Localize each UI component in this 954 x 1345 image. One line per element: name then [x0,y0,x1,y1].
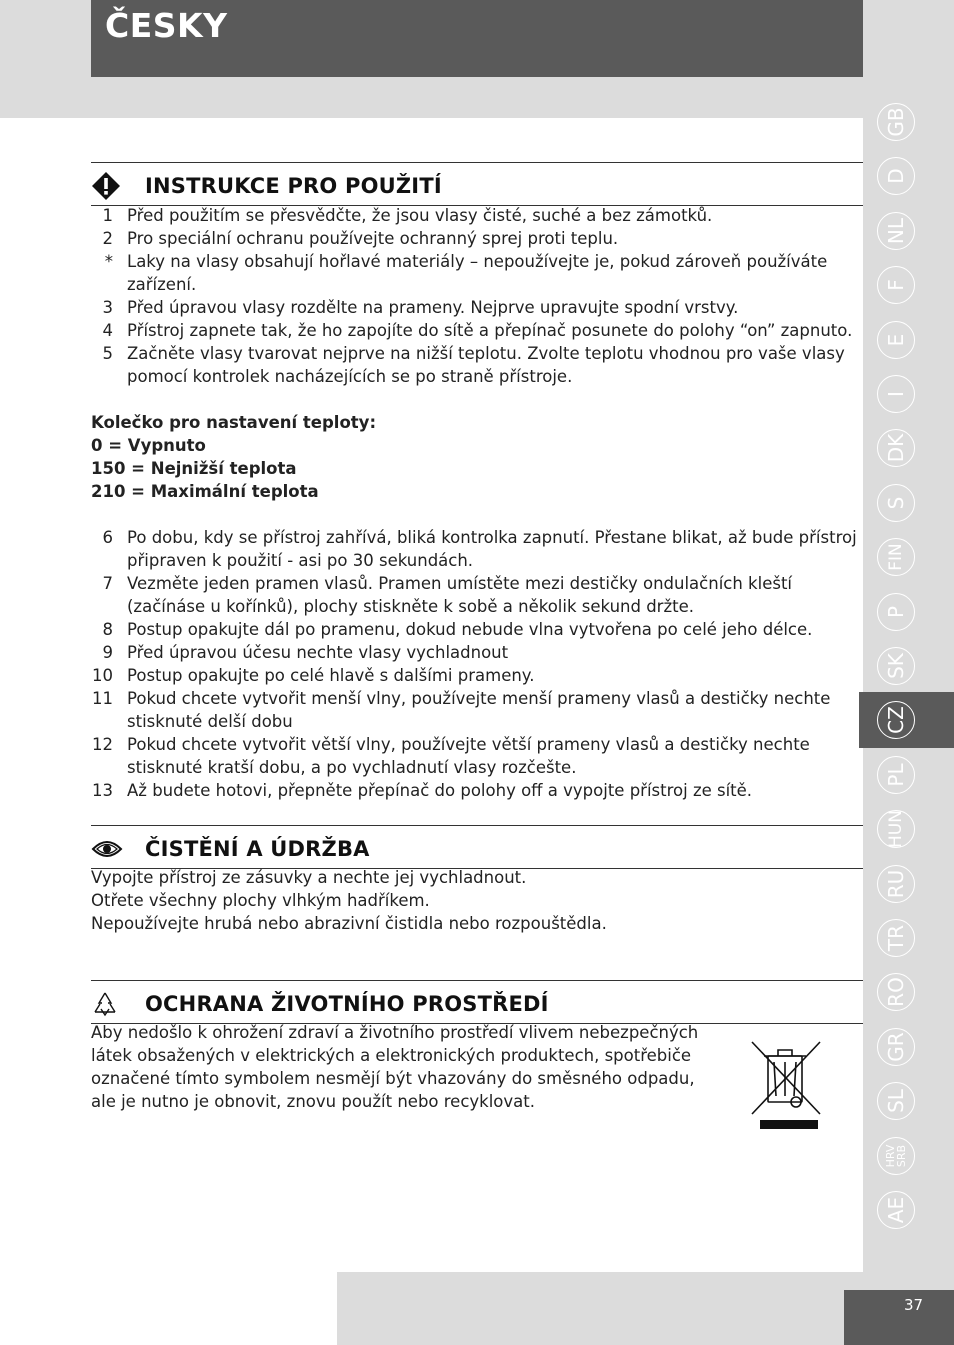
language-tab-pl[interactable] [863,747,954,803]
language-label: PL [884,763,908,787]
step-text: stisknuté delší dobu [127,712,293,731]
language-label: S [884,496,908,510]
environment-line: Aby nedošlo k ohrožení zdraví a životního prostředí vlivem nebezpečných [91,1023,699,1042]
environment-line: označené tímto symbolem nesmějí být vhazovány do směsného odpadu, [91,1069,695,1088]
page-number-box [844,1290,954,1345]
language-tab-cz[interactable] [859,692,954,748]
step-text: Přístroj zapnete tak, že ho zapojíte do sítě a přepínač posunete do polohy “on” zapnuto. [127,321,853,340]
step-text: Před úpravou vlasy rozdělte na prameny. Nejprve upravujte spodní vrstvy. [127,298,739,317]
eye-icon [91,834,125,864]
language-label: RU [884,869,908,898]
language-tab-sl[interactable] [863,1073,954,1129]
language-label: FIN [886,543,906,571]
environment-section-header [91,984,549,1024]
step-number: 13 [92,781,113,800]
step-text: Postup opakujte po celé hlavě s dalšími prameny. [127,666,535,685]
step-number: 6 [102,528,113,547]
step-number: * [104,252,113,271]
step-text: Až budete hotovi, přepněte přepínač do polohy off a vypojte přístroj ze sítě. [127,781,753,800]
step-number: 11 [92,689,113,708]
step-number: 9 [102,643,113,662]
step-text: Pokud chcete vytvořit menší vlny, používejte menší prameny vlasů a destičky nechte [127,689,831,708]
step-number: 7 [102,574,113,593]
language-label: GB [884,107,908,137]
environment-title: OCHRANA ŽIVOTNÍHO PROSTŘEDÍ [145,992,549,1016]
page-title: ČESKY [105,6,228,45]
language-label: E [884,333,908,346]
cleaning-line: Otřete všechny plochy vlhkým hadříkem. [91,891,430,910]
step-text: připraven k použití - asi po 30 sekundách. [127,551,474,570]
language-label: RO [884,977,908,1008]
section-divider [91,980,863,981]
dial-setting: 150 = Nejnižší teplota [91,459,297,478]
recycle-icon [91,989,125,1019]
dial-setting: 0 = Vypnuto [91,436,206,455]
language-tab-p[interactable] [863,584,954,640]
language-tab-d[interactable] [863,148,954,204]
language-tab-dk[interactable] [863,420,954,476]
step-text: Vezměte jeden pramen vlasů. Pramen umístěte mezi destičky ondulačních kleští [127,574,792,593]
language-label: CZ [884,706,908,735]
language-label: DK [884,434,908,463]
language-label: D [884,168,908,185]
step-number: 2 [102,229,113,248]
step-text: Po dobu, kdy se přístroj zahřívá, bliká kontrolka zapnutí. Přestane blikat, až bude přístroj [127,528,857,547]
language-label: P [884,605,908,618]
language-tab-nl[interactable] [863,203,954,259]
usage-title: INSTRUKCE PRO POUŽITÍ [145,174,442,198]
step-number: 12 [92,735,113,754]
cleaning-line: Nepoužívejte hrubá nebo abrazivní čistidla nebo rozpouštědla. [91,914,607,933]
language-tab-e[interactable] [863,312,954,368]
step-text: pomocí kontrolek nacházejících se po straně přístroje. [127,367,573,386]
step-text: Postup opakujte dál po pramenu, dokud nebude vlna vytvořena po celé jeho délce. [127,620,813,639]
step-text: Před použitím se přesvědčte, že jsou vlasy čisté, suché a bez zámotků. [127,206,713,225]
language-label: F [884,279,908,291]
step-text: Laky na vlasy obsahují hořlavé materiály – nepoužívejte je, pokud zároveň používáte [127,252,828,271]
step-number: 3 [102,298,113,317]
step-number: 4 [102,321,113,340]
language-label: SL [884,1089,908,1114]
language-tab-sk[interactable] [863,638,954,694]
cleaning-title: ČISTĚNÍ A ÚDRŽBA [145,837,370,861]
language-tab-ru[interactable] [863,856,954,912]
language-tab-fin[interactable] [863,529,954,585]
step-text: stisknuté kratší dobu, a po vychladnutí vlasy rozčešte. [127,758,577,777]
language-label: AE [884,1196,908,1224]
step-number: 8 [102,620,113,639]
step-number: 5 [102,344,113,363]
language-label: I [884,391,908,397]
environment-line: látek obsažených v elektrických a elektronických produktech, spotřebiče [91,1046,692,1065]
step-text: Pro speciální ochranu používejte ochranný sprej proti teplu. [127,229,619,248]
crossed-bin-icon [750,1040,822,1132]
step-text: (začínáse u kořínků), plochy stiskněte k sobě a několik sekund držte. [127,597,694,616]
language-label: HRV SRB [884,1144,908,1168]
language-tab-ae[interactable] [863,1182,954,1238]
language-tab-gr[interactable] [863,1019,954,1075]
step-text: zařízení. [127,275,197,294]
step-text: Pokud chcete vytvořit větší vlny, používejte větší prameny vlasů a destičky nechte [127,735,810,754]
step-text: Začněte vlasy tvarovat nejprve na nižší teplotu. Zvolte teplotu vhodnou pro vaše vlasy [127,344,845,363]
step-number: 10 [92,666,113,685]
language-tab-hun[interactable] [863,801,954,857]
language-tab-i[interactable] [863,366,954,422]
environment-line: ale je nutno je obnovit, znovu použít nebo recyklovat. [91,1092,535,1111]
language-label: GR [884,1032,908,1062]
dial-heading: Kolečko pro nastavení teploty: [91,413,377,432]
cleaning-line: Vypojte přístroj ze zásuvky a nechte jej vychladnout. [91,868,527,887]
language-tab-s[interactable] [863,475,954,531]
language-label: TR [884,924,908,952]
step-text: Před úpravou účesu nechte vlasy vychladnout [127,643,509,662]
language-tab-f[interactable] [863,257,954,313]
language-label: HUN [886,810,906,849]
language-tab-gb[interactable] [863,94,954,150]
step-number: 1 [102,206,113,225]
section-divider [91,162,863,163]
section-divider [91,825,863,826]
cleaning-section-header [91,829,370,869]
usage-section-header [91,166,442,206]
language-tab-tr[interactable] [863,910,954,966]
language-tab-hrv-srb[interactable] [863,1128,954,1184]
dial-setting: 210 = Maximální teplota [91,482,319,501]
language-label: NL [884,217,908,244]
language-tab-ro[interactable] [863,964,954,1020]
page-number: 37 [904,1296,924,1314]
page-header [91,0,863,77]
language-label: SK [884,653,908,679]
warning-icon [91,171,125,201]
